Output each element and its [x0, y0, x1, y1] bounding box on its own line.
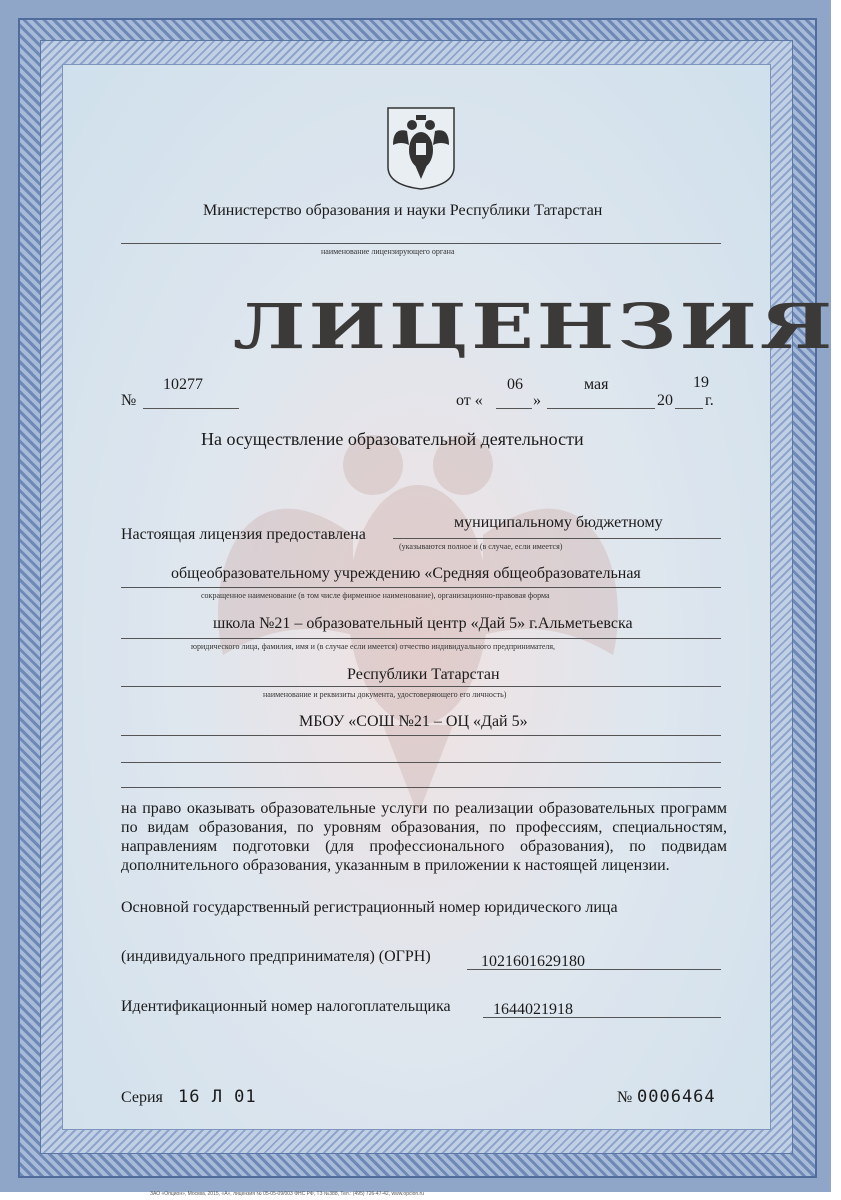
grantee-underline-2 — [121, 587, 721, 588]
date-year: 19 — [693, 374, 709, 391]
blank-number: 0006464 — [637, 1087, 716, 1107]
grantee-caption-1: (указываются полное и (в случае, если имеется) — [399, 542, 563, 551]
inn-value: 1644021918 — [493, 1001, 573, 1018]
authority-caption: наименование лицензирующего органа — [321, 247, 455, 256]
grantee-caption-3: юридического лица, фамилия, имя и (в случае если имеется) отчество индивидуального предпринимателя, — [191, 642, 556, 651]
date-day-underline — [496, 408, 532, 409]
grantee-caption-2: сокращенное наименование (в том числе фирменное наименование), организационно-правовая форма — [201, 591, 550, 600]
date-year-underline — [675, 408, 703, 409]
grantee-caption-4: наименование и реквизиты документа, удостоверяющего его личность) — [263, 690, 507, 699]
year-prefix: 20 — [657, 392, 673, 409]
year-suffix: г. — [705, 392, 714, 409]
series-label: Серия — [121, 1089, 163, 1106]
certificate-body — [62, 64, 836, 1130]
coat-of-arms-icon — [385, 105, 457, 191]
grantee-underline-6 — [121, 762, 721, 763]
series-value: 16 Л 01 — [178, 1087, 257, 1107]
printer-footer: ЗАО «Опцион», Москва, 2015, «А», лицензия № 05-05-09/003 ФНС РФ, ТЗ №388, Тел.: (495) 726-47-42, www.opcion.ru — [150, 1191, 424, 1197]
ogrn-label-line-1: Основной государственный регистрационный номер юридического лица — [121, 899, 618, 916]
ogrn-label-line-2: (индивидуального предпринимателя) (ОГРН) — [121, 948, 431, 965]
license-number-underline — [143, 408, 239, 409]
grantee-line-1: муниципальному бюджетному — [454, 514, 663, 531]
ogrn-value: 1021601629180 — [481, 953, 585, 970]
date-close-quote: » — [533, 392, 541, 409]
grantee-underline-7 — [121, 787, 721, 788]
grantee-underline-3 — [121, 638, 721, 639]
grantee-underline-5 — [121, 735, 721, 736]
grantee-line-2: общеобразовательному учреждению «Средняя общеобразовательная — [171, 565, 641, 582]
license-purpose: На осуществление образовательной деятельности — [201, 429, 584, 449]
authority-underline — [121, 243, 721, 244]
grantee-underline-4 — [121, 686, 721, 687]
blank-number-label: № — [617, 1089, 633, 1106]
license-rights-text: на право оказывать образовательные услуги по реализации образовательных программ по видам образования, по уровням образования, по профессиям, специальностям, направлениям подготовки (для профессионального образования), по подвидам дополнительного образования, указанным в приложении к настоящей лицензии. — [121, 800, 727, 874]
inn-underline — [483, 1017, 721, 1018]
date-from-label: от « — [456, 392, 483, 409]
licensing-authority-name: Министерство образования и науки Республики Татарстан — [203, 202, 603, 219]
granted-to-label: Настоящая лицензия предоставлена — [121, 526, 366, 543]
grantee-short-name: МБОУ «СОШ №21 – ОЦ «Дай 5» — [299, 713, 528, 730]
grantee-underline-1 — [393, 538, 721, 539]
license-number: 10277 — [163, 376, 203, 393]
license-number-label: № — [121, 392, 137, 409]
grantee-line-4: Республики Татарстан — [347, 666, 500, 683]
date-day: 06 — [507, 376, 523, 393]
date-month: мая — [584, 376, 609, 393]
ogrn-underline — [467, 969, 721, 970]
document-title: ЛИЦЕНЗИЯ — [233, 291, 836, 363]
date-month-underline — [547, 408, 655, 409]
background-emblem-watermark — [183, 395, 653, 825]
inn-label: Идентификационный номер налогоплательщика — [121, 998, 451, 1015]
grantee-line-3: школа №21 – образовательный центр «Дай 5» г.Альметьевска — [213, 615, 633, 632]
